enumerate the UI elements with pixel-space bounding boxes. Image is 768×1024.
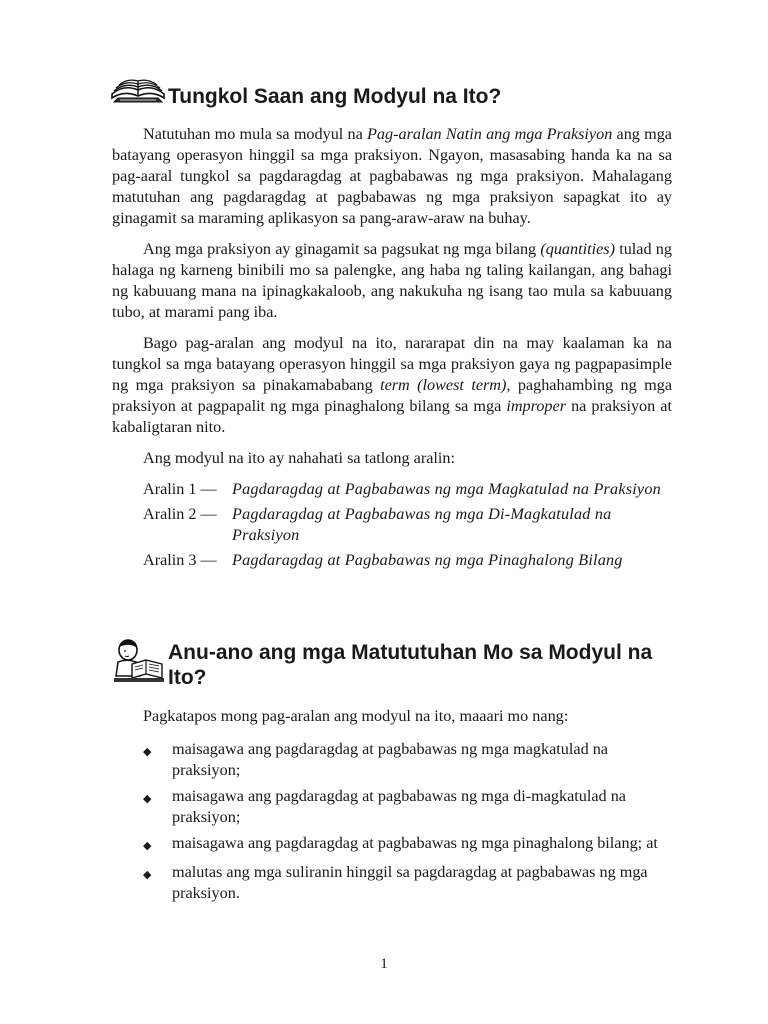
objectives-list <box>112 739 672 904</box>
lesson-list <box>143 479 672 571</box>
lesson-number: Aralin 3 — <box>143 551 217 569</box>
paragraph: Natutuhan mo mula sa modyul na Pag-aralan Natin ang mga Praksiyon ang mga batayang operasyon hinggil sa mga praksiyon. Ngayon, masasabing handa ka na sa pag-aaral tungkol sa pagdaragdag at pagbabawas ng mga praksiyon. Mahalagang matutuhan ang pagdaragdag at pagbabawas ng mga praksiyon sapagkat ito ay ginagamit sa maraming aplikasyon sa pang-araw-araw na buhay. <box>112 125 672 227</box>
paragraph: Bago pag-aralan ang modyul na ito, nararapat din na may kaalaman ka na tungkol sa mga batayang operasyon hinggil sa mga praksiyon gaya ng pagpapasimple ng mga praksiyon sa pinakamababang term (lowest term), paghahambing ng mga praksiyon at pagpapalit ng mga pinaghalong bilang sa mga improper na praksiyon at kabaligtaran nito. <box>112 334 673 436</box>
diamond-bullet-icon: ◆ <box>143 746 152 758</box>
section-heading-about <box>110 72 501 113</box>
reading-student-icon <box>110 636 168 691</box>
open-book-icon <box>110 72 168 113</box>
page-number: 1 <box>380 956 388 972</box>
objectives-list-block <box>112 706 672 909</box>
section-heading-objectives <box>110 636 678 691</box>
objectives-intro: Pagkatapos mong pag-aralan ang modyul na ito, maaari mo nang: <box>143 707 569 725</box>
diamond-bullet-icon: ◆ <box>143 793 152 805</box>
list-item: ◆ maisagawa ang pagdaragdag at pagbabawas ng mga di-magkatulad na praksiyon; <box>143 787 626 826</box>
lesson-item <box>143 550 672 571</box>
list-item: ◆ maisagawa ang pagdaragdag at pagbabawas ng mga pinaghalong bilang; at <box>143 833 672 857</box>
lesson-title: Pagdaragdag at Pagbabawas ng mga Di-Magkatulad na Praksiyon <box>232 505 612 544</box>
lesson-number: Aralin 2 — <box>143 505 217 523</box>
lesson-title: Pagdaragdag at Pagbabawas ng mga Pinaghalong Bilang <box>232 551 623 569</box>
diamond-bullet-icon: ◆ <box>143 869 152 881</box>
lesson-number: Aralin 1 — <box>143 480 217 498</box>
section-title: Anu-ano ang mga Matututuhan Mo sa Modyul na Ito? <box>168 641 653 689</box>
paragraph: Ang mga praksiyon ay ginagamit sa pagsukat ng mga bilang (quantities) tulad ng halaga ng karneng binibili mo sa palengke, ang haba ng taling kailangan, ang bahagi ng kabuuang mana na ipinagkakaloob, ang nakukuha ng isang tao mula sa kabuuang tubo, at marami pang iba. <box>112 240 672 321</box>
lesson-title: Pagdaragdag at Pagbabawas ng mga Magkatulad na Praksiyon <box>232 480 661 498</box>
list-item: ◆ maisagawa ang pagdaragdag at pagbabawas ng mga magkatulad na praksiyon; <box>143 740 608 779</box>
lesson-item <box>143 504 672 546</box>
diamond-bullet-icon: ◆ <box>143 840 152 852</box>
section-title: Tungkol Saan ang Modyul na Ito? <box>168 85 502 108</box>
list-item: ◆ malutas ang mga suliranin hinggil sa pagdaragdag at pagbabawas ng mga praksiyon. <box>143 863 648 902</box>
lesson-item <box>143 479 672 500</box>
section-body-about <box>112 124 672 575</box>
paragraph: Ang modyul na ito ay nahahati sa tatlong aralin: <box>143 449 455 467</box>
